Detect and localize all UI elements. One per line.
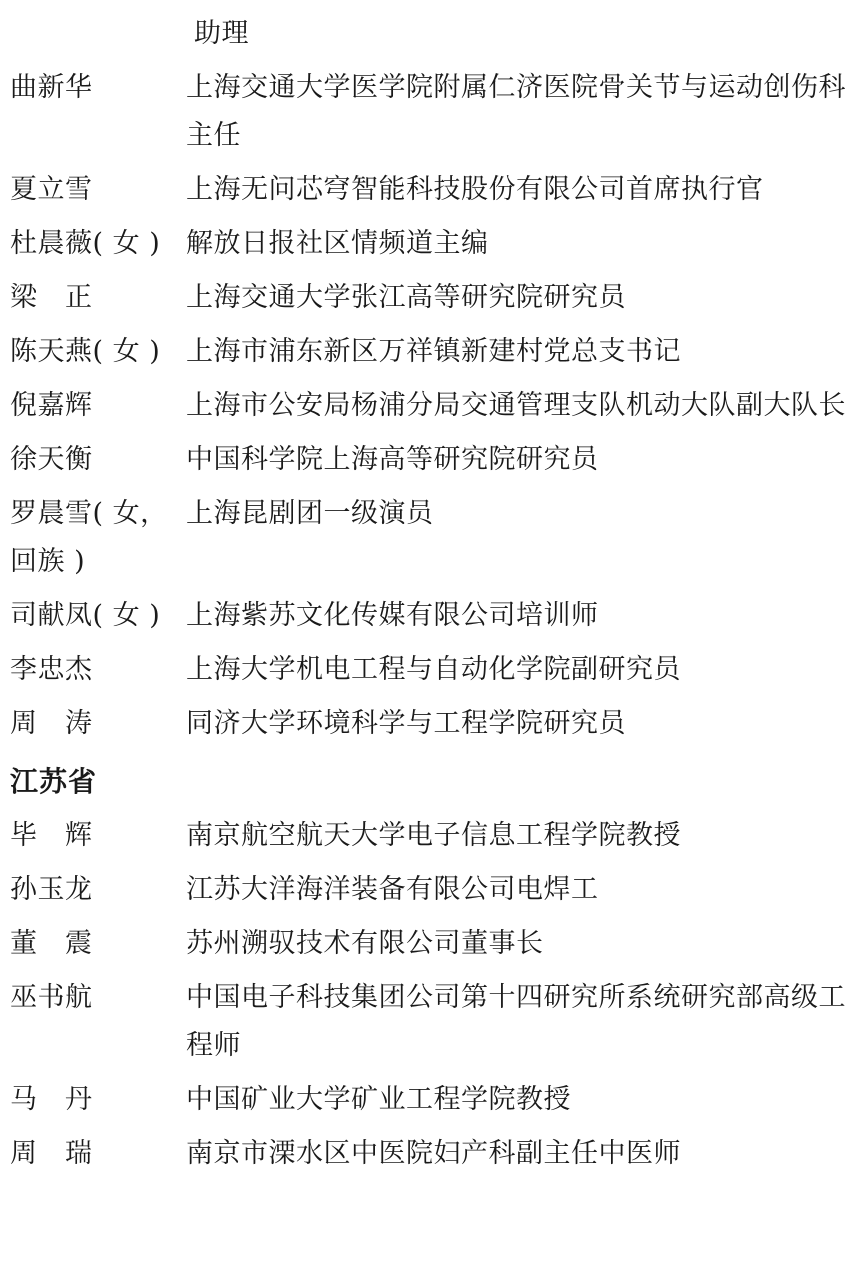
- person-title: 上海交通大学医学院附属仁济医院骨关节与运动创伤科主任: [186, 72, 846, 151]
- person-title: 上海无问芯穹智能科技股份有限公司首席执行官: [186, 174, 764, 205]
- person-name: 马 丹: [10, 1084, 93, 1115]
- list-item: [8, 866, 854, 914]
- person-name: 巫书航: [10, 982, 93, 1013]
- list-item: [8, 436, 854, 484]
- person-name: 曲新华: [10, 72, 93, 103]
- list-item: [8, 166, 854, 214]
- section-heading: 江苏省: [10, 765, 98, 798]
- person-title: 苏州溯驭技术有限公司董事长: [186, 928, 544, 959]
- person-name: 徐天衡: [10, 444, 93, 475]
- list-item: [8, 592, 854, 640]
- list-item: [8, 274, 854, 322]
- person-title: 中国电子科技集团公司第十四研究所系统研究部高级工程师: [186, 982, 846, 1061]
- list-item: [8, 64, 854, 160]
- person-title: 同济大学环境科学与工程学院研究员: [186, 708, 626, 739]
- person-title: 中国科学院上海高等研究院研究员: [186, 444, 599, 475]
- person-name: 司献凤( 女 ): [10, 600, 161, 631]
- person-name: 周 瑞: [10, 1138, 93, 1169]
- person-title: 上海紫苏文化传媒有限公司培训师: [186, 600, 599, 631]
- list-item: [8, 1130, 854, 1178]
- person-name: 倪嘉辉: [10, 390, 93, 421]
- list-item: [8, 382, 854, 430]
- person-name: 梁 正: [10, 282, 93, 313]
- continued-title-from-previous-page: 助理: [194, 18, 249, 49]
- list-item: [8, 646, 854, 694]
- list-item: [8, 974, 854, 1070]
- person-name-line2: 回族 ): [10, 546, 86, 577]
- list-item: [8, 812, 854, 860]
- list-item: [8, 1076, 854, 1124]
- person-title: 江苏大洋海洋装备有限公司电焊工: [186, 874, 599, 905]
- person-name: 陈天燕( 女 ): [10, 336, 161, 367]
- person-title: 上海交通大学张江高等研究院研究员: [186, 282, 626, 313]
- person-name: 孙玉龙: [10, 874, 93, 905]
- list-item: [8, 700, 854, 748]
- person-title: 上海昆剧团一级演员: [186, 498, 434, 529]
- person-name-line1: 罗晨雪( 女，: [10, 498, 168, 529]
- person-name: 李忠杰: [10, 654, 93, 685]
- person-name: 杜晨薇( 女 ): [10, 228, 161, 259]
- person-title: 南京市溧水区中医院妇产科副主任中医师: [186, 1138, 681, 1169]
- person-title: 上海大学机电工程与自动化学院副研究员: [186, 654, 681, 685]
- person-name: 周 涛: [10, 708, 93, 739]
- person-title: 上海市公安局杨浦分局交通管理支队机动大队副大队长: [186, 390, 846, 421]
- list-item: [8, 220, 854, 268]
- person-name: 董 震: [10, 928, 93, 959]
- list-item: [8, 328, 854, 376]
- person-title: 南京航空航天大学电子信息工程学院教授: [186, 820, 681, 851]
- person-title: 上海市浦东新区万祥镇新建村党总支书记: [186, 336, 681, 367]
- list-item: [8, 920, 854, 968]
- list-item: [8, 490, 854, 586]
- person-name: 夏立雪: [10, 174, 93, 205]
- person-title: 解放日报社区情频道主编: [186, 228, 489, 259]
- person-name-block: [8, 490, 186, 586]
- person-title: 中国矿业大学矿业工程学院教授: [186, 1084, 571, 1115]
- person-name: 毕 辉: [10, 820, 93, 851]
